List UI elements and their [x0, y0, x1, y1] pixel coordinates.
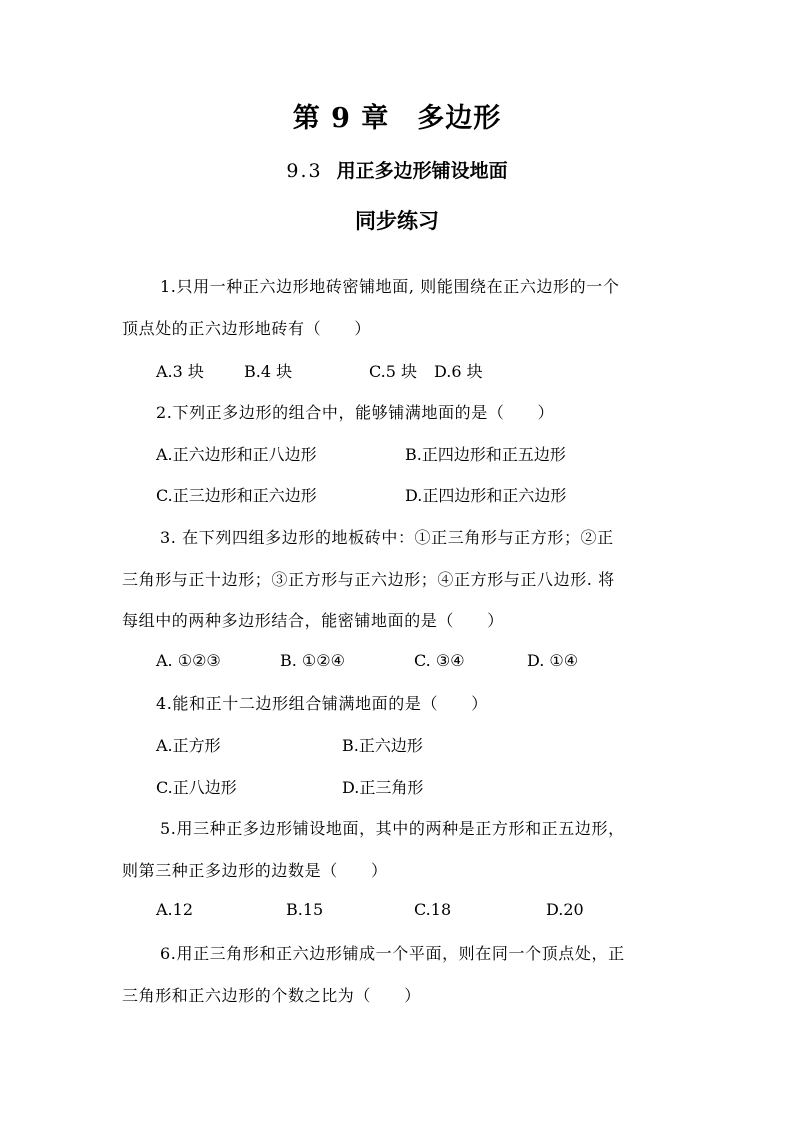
question-2-option-b: B.正四边形和正五边形 — [405, 445, 566, 464]
question-1-line-1: 1.只用一种正六边形地砖密铺地面, 则能围绕在正六边形的一个 — [160, 277, 620, 296]
question-2-option-d: D.正四边形和正六边形 — [405, 486, 567, 505]
question-5-option-b: B.15 — [286, 900, 324, 919]
question-2-option-c: C.正三边形和正六边形 — [156, 486, 317, 505]
question-4-option-c: C.正八边形 — [156, 778, 237, 797]
question-3-option-d: D. ①④ — [527, 651, 579, 670]
question-3-option-c: C. ③④ — [414, 651, 465, 670]
section-heading — [0, 156, 794, 183]
exercise-title: 同步练习 — [355, 208, 439, 233]
chapter-title: 第 9 章 多边形 — [292, 103, 502, 134]
question-3-line-1: 3. 在下列四组多边形的地板砖中：①正三角形与正方形；②正 — [160, 528, 614, 547]
question-1-option-c: C.5 块 — [369, 362, 418, 381]
question-3-line-2: 三角形与正十边形；③正方形与正六边形；④正方形与正八边形. 将 — [122, 570, 615, 589]
question-1-option-a: A.3 块 — [156, 362, 204, 381]
question-3-option-b: B. ①②④ — [280, 651, 345, 670]
question-2-line-1: 2.下列正多边形的组合中，能够铺满地面的是（ ） — [156, 403, 555, 422]
question-5-line-1: 5.用三种正多边形铺设地面，其中的两种是正方形和正五边形， — [160, 819, 625, 838]
question-1-option-b: B.4 块 — [244, 362, 293, 381]
section-title: 用正多边形铺设地面 — [336, 160, 508, 182]
question-6-line-2: 三角形和正六边形的个数之比为（ ） — [122, 986, 421, 1005]
question-5-option-a: A.12 — [156, 900, 193, 919]
question-5-option-c: C.18 — [414, 900, 452, 919]
question-5-option-d: D.20 — [546, 900, 584, 919]
question-4-line-1: 4.能和正十二边形组合铺满地面的是（ ） — [156, 694, 488, 713]
question-1-option-d: D.6 块 — [434, 362, 483, 381]
question-4-option-d: D.正三角形 — [342, 778, 424, 797]
question-4-option-b: B.正六边形 — [342, 736, 423, 755]
question-3-line-3: 每组中的两种多边形结合，能密铺地面的是（ ） — [122, 611, 504, 630]
question-3-option-a: A. ①②③ — [156, 651, 221, 670]
question-5-line-2: 则第三种正多边形的边数是（ ） — [122, 861, 388, 880]
question-6-line-1: 6.用正三角形和正六边形铺成一个平面，则在同一个顶点处，正 — [160, 944, 625, 963]
question-1-line-2: 顶点处的正六边形地砖有（ ） — [122, 319, 372, 338]
question-4-option-a: A.正方形 — [156, 736, 221, 755]
question-2-option-a: A.正六边形和正八边形 — [156, 445, 317, 464]
section-number: 9.3 — [286, 160, 323, 182]
